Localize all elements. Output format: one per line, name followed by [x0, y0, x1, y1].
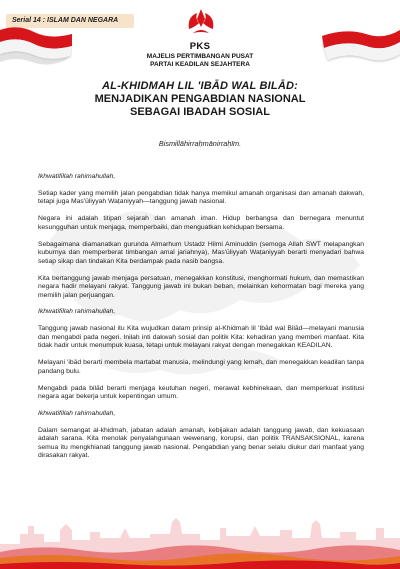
greeting-paragraph: Ikhwatifillah rahimahullah, — [38, 173, 116, 180]
bismillah: Bismillāhirraḥmānirraḥīm. — [158, 139, 242, 148]
paragraph: Kita bertanggung jawab menjaga persatuan, menegakkan konstitusi, menghormati hukum, dan memastikan negara hadir melayani rakyat. Tanggung jawab ini bukan beban, melainkan kehormatan bagi mereka yang memilih jalan perjuangan. — [38, 274, 364, 299]
title-line-2: MENJADIKAN PENGABDIAN NASIONAL — [94, 93, 306, 105]
paragraph: Dalam semangat al-khidmah, jabatan adalah amanah, kebijakan adalah tanggung jawab, dan kekuasaan adalah sarana. Kita menolak penyalahgunaan wewenang, korupsi, dan politik TRANSAKSIONAL, karena semua itu mengkhianati tanggung jawab nasional. Pengabdian yang benar selalu diukur dari manfaat yang dirasakan rakyat. — [38, 426, 364, 460]
paragraph: Tanggung jawab nasional itu Kita wujudkan dalam prinsip al-Khidmah lil 'Ibād wal Bilād—melayani manusia dan mengabdi pada negeri. Inilah inti dakwah sosial dan politik Kita: kehadiran yang memberi manfaat. Kita tidak hadir untuk menumpuk kuasa, tetapi untuk melayani rakyat dengan menegakkan KEADILAN. — [38, 325, 364, 350]
paragraph: Melayani 'ibād berarti membela martabat manusia, melindungi yang lemah, dan menegakkan keadilan tanpa pandang bulu. — [38, 359, 364, 375]
org-line-1: MAJELIS PERTIMBANGAN PUSAT — [146, 53, 254, 60]
city-skyline-icon — [0, 514, 400, 569]
paragraph: Negara ini adalah titipan sejarah dan amanah iman. Hidup berbangsa dan bernegara menuntut kesungguhan untuk menjaga, memperbaiki, dan menguatkan kehidupan bersama. — [38, 215, 364, 231]
pks-logo-icon — [183, 5, 219, 41]
body-text — [38, 173, 364, 469]
series-tag: Serial 14 : ISLAM DAN NEGARA — [6, 14, 134, 28]
party-abbreviation: PKS — [189, 41, 211, 52]
greeting-paragraph: Ikhwatifillah rahimahullah, — [38, 410, 116, 418]
paragraph: Setiap kader yang memilih jalan pengabdian tidak hanya memikul amanah organisasi dan amanah dakwah, tetapi juga Mas'ūliyyah Waṭaniyyah—tanggung jawab nasional. — [38, 189, 364, 206]
org-line-2: PARTAI KEADILAN SEJAHTERA — [150, 61, 250, 68]
title-line-3: SEBAGAI IBADAH SOSIAL — [130, 106, 270, 118]
paragraph: Sebagaimana diamanatkan gurunda Almarhum Ustadz Hilmi Aminuddin (semoga Allah SWT melapangkan kuburnya dan memperberat timbangan amal jariahnya), Mas'ūliyyah Waṭaniyyah berarti menyadari bahwa setiap sikap dan tindakan Kita berdampak pada nasib bangsa. — [38, 240, 364, 265]
title-line-1: AL-KHIDMAH LIL 'IBĀD WAL BILĀD: — [102, 80, 298, 92]
greeting-paragraph: Ikhwatifillah rahimahullah, — [38, 308, 116, 316]
paragraph: Mengabdi pada bilād berarti menjaga keutuhan negeri, merawat kebhinekaan, dan memperkuat institusi negara agar bekerja untuk kepentingan umum. — [38, 384, 364, 401]
